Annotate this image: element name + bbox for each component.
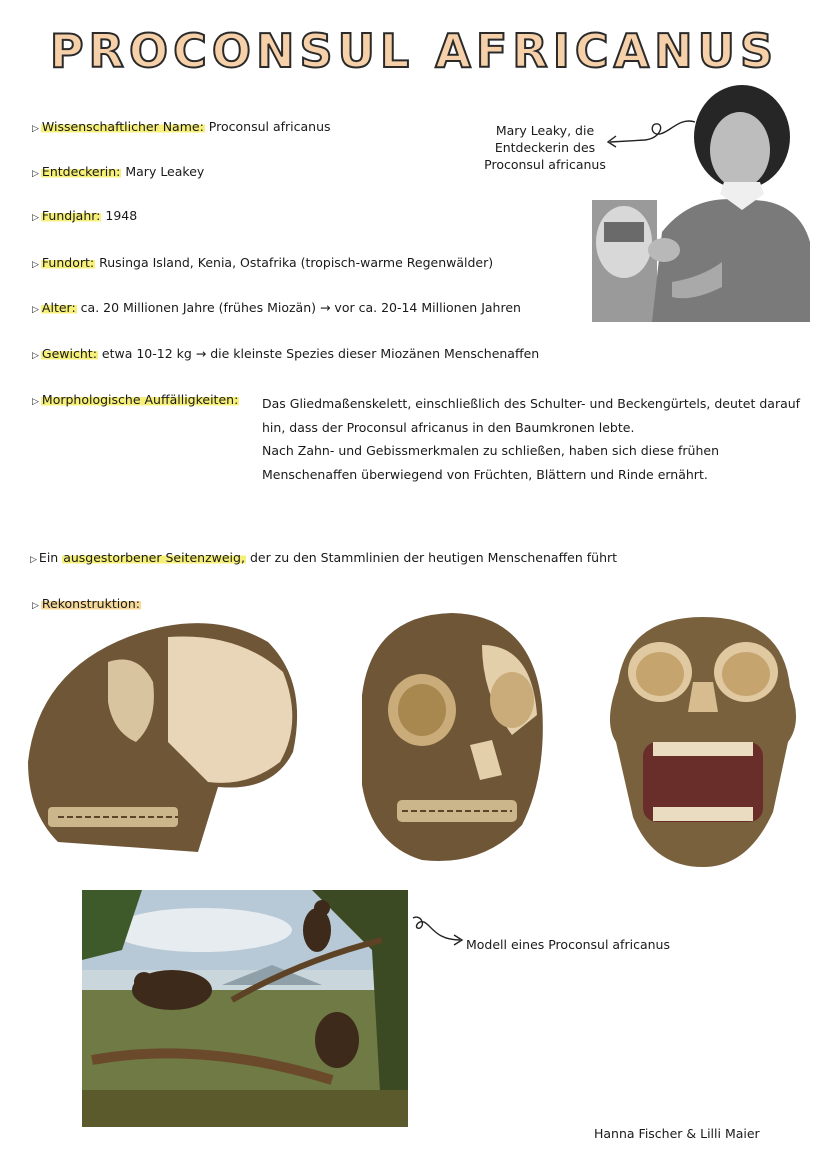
authors-footer: Hanna Fischer & Lilli Maier [594,1126,760,1141]
label-weight: Gewicht: [41,346,97,361]
row-year [32,208,137,226]
triangle-bullet-icon: ▷ [30,555,37,565]
skull-side-view [18,612,303,862]
morphology-paragraph: Das Gliedmaßenskelett, einschließlich des Schulter- und Beckengürtels, deutet darauf hin, dass der Proconsul africanus in den Baumkronen lebte. [262,396,801,435]
value-site: Rusinga Island, Kenia, Ostafrika (tropisch-warme Regenwälder) [99,255,494,270]
label-site: Fundort: [41,255,95,270]
label-discoverer: Entdeckerin: [41,164,121,179]
skull-three-quarter-view [342,605,552,870]
row-site [32,255,493,273]
value-year: 1948 [105,208,138,223]
row-discoverer [32,164,204,182]
page-title: PROCONSUL AFRICANUS [49,24,779,78]
proconsul-model-painting [82,890,408,1127]
value-weight: etwa 10-12 kg → die kleinste Spezies dieser Miozänen Menschenaffen [101,346,540,361]
value-age: ca. 20 Millionen Jahre (frühes Miozän) → vor ca. 20-14 Millionen Jahren [80,300,521,315]
mary-leakey-photo [592,82,812,322]
label-reconstruction: Rekonstruktion: [41,596,140,611]
triangle-bullet-icon: ▷ [32,169,39,179]
morphology-text [262,392,802,486]
row-morphology [32,392,239,410]
value-discoverer: Mary Leakey [125,164,205,179]
label-morphology: Morphologische Auffälligkeiten: [41,392,239,407]
skull-front-view [598,612,808,872]
curly-arrow-icon [410,912,470,952]
triangle-bullet-icon: ▷ [32,305,39,315]
label-scientific-name: Wissenschaftlicher Name: [41,119,204,134]
row-age [32,300,521,318]
side-branch-highlight: ausgestorbener Seitenzweig, [63,550,245,565]
row-scientific-name [32,119,331,137]
value-scientific-name: Proconsul africanus [208,119,331,134]
label-year: Fundjahr: [41,208,101,223]
side-branch-post: der zu den Stammlinien der heutigen Menschenaffen führt [249,550,618,565]
triangle-bullet-icon: ▷ [32,124,39,134]
row-weight [32,346,539,364]
triangle-bullet-icon: ▷ [32,260,39,270]
model-caption: Modell eines Proconsul africanus [466,937,670,952]
triangle-bullet-icon: ▷ [32,351,39,361]
triangle-bullet-icon: ▷ [32,601,39,611]
label-age: Alter: [41,300,76,315]
triangle-bullet-icon: ▷ [32,213,39,223]
triangle-bullet-icon: ▷ [32,397,39,407]
mary-leakey-caption: Mary Leaky, die Entdeckerin des Proconsul africanus [484,123,606,172]
row-side-branch [30,550,617,568]
morphology-paragraph: Nach Zahn- und Gebissmerkmalen zu schließen, haben sich diese frühen Menschenaffen überwiegend von Früchten, Blättern und Rinde ernährt. [262,443,719,482]
side-branch-pre: Ein [38,550,59,565]
